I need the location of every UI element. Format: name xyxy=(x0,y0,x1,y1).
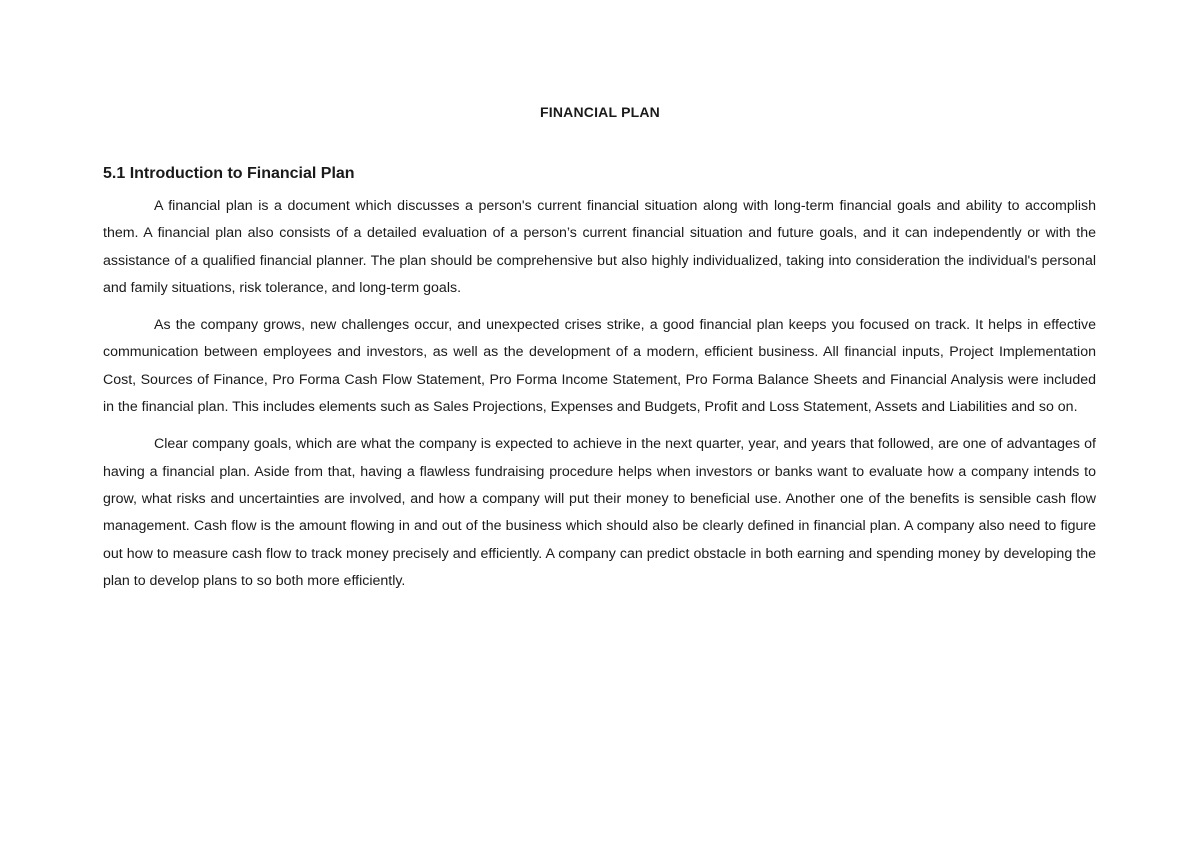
paragraph-2: As the company grows, new challenges occur, and unexpected crises strike, a good financial plan keeps you focused on track. It helps in effective communication between employees and investors, as well as the development of a modern, efficient business. All financial inputs, Project Implementation Cost, Sources of Finance, Pro Forma Cash Flow Statement, Pro Forma Income Statement, Pro Forma Balance Sheets and Financial Analysis were included in the financial plan. This includes elements such as Sales Projections, Expenses and Budgets, Profit and Loss Statement, Assets and Liabilities and so on. xyxy=(103,317,1096,416)
section-heading: 5.1 Introduction to Financial Plan xyxy=(103,165,355,182)
paragraph-3: Clear company goals, which are what the company is expected to achieve in the next quarter, year, and years that followed, are one of advantages of having a financial plan. Aside from that, having a flawless fundraising procedure helps when investors or banks want to evaluate how a company intends to grow, what risks and uncertainties are involved, and how a company will put their money to beneficial use. Another one of the benefits is sensible cash flow management. Cash flow is the amount flowing in and out of the business which should also be clearly defined in financial plan. A company also need to figure out how to measure cash flow to track money precisely and efficiently. A company can predict obstacle in both earning and spending money by developing the plan to develop plans to so both more efficiently. xyxy=(103,436,1096,589)
document-title: FINANCIAL PLAN xyxy=(540,104,660,120)
section-body xyxy=(103,193,1096,605)
paragraph-1: A financial plan is a document which discusses a person's current financial situation along with long-term financial goals and ability to accomplish them. A financial plan also consists of a detailed evaluation of a person’s current financial situation and future goals, and it can independently or with the assistance of a qualified financial planner. The plan should be comprehensive but also highly individualized, taking into consideration the individual's personal and family situations, risk tolerance, and long-term goals. xyxy=(103,198,1096,296)
